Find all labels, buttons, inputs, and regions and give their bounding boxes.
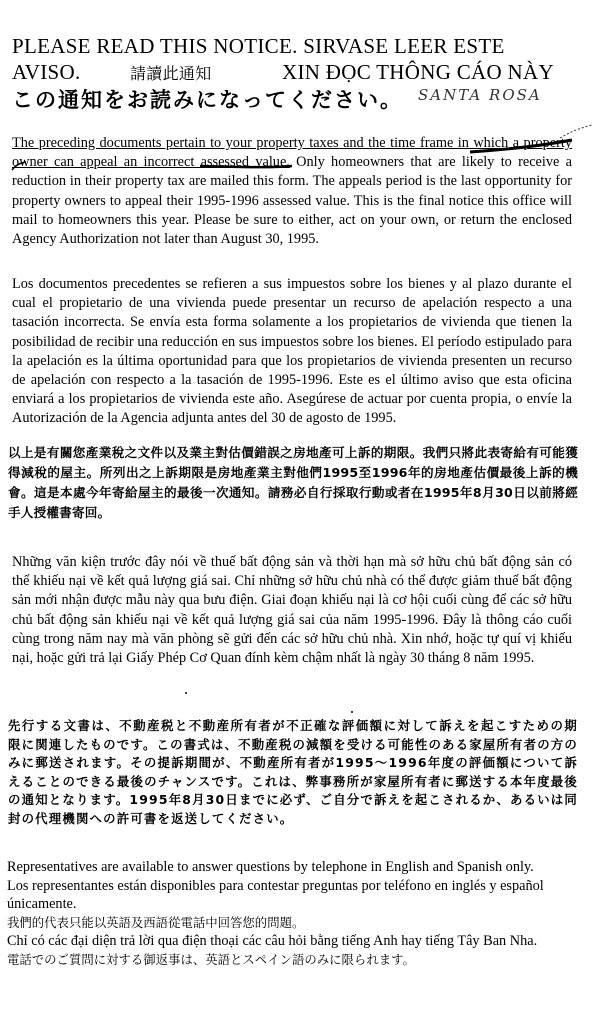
paragraph-japanese: 先行する文書は、不動産税と不動産所有者が不正確な評価額に対して訴えを起こすための期限に関連したものです。この書式は、不動産税の減額を受ける可能性のある家屋所有者の方のみに郵送されます。その提訴期間が、不動産所有者が1995～1996年度の評価額について訴えることのできる最後のチャンスです。これは、弊事務所が家屋所有者に郵送する本年度最後の通知となります。1995年8月30日までに必ず、ご自分で訴えを起こされるか、あるいは同封の代理機関への許可書を返送してください。 xyxy=(8,718,578,826)
header-japanese: この通知をお読みになってください。 xyxy=(12,88,403,112)
footer-english: Representatives are available to answer questions by telephone in English and Spanish only. xyxy=(7,859,534,875)
paragraph-english xyxy=(12,134,572,249)
handwritten-note: SANTA ROSA xyxy=(418,86,542,104)
footer-contact xyxy=(7,858,587,969)
paragraph-chinese: 以上是有關您產業稅之文件以及業主對估價錯誤之房地產可上訴的期限。我們只將此表寄給有可能獲得減稅的屋主。所列出之上訴期限是房地產業主對他們1995至1996年的房地產估價最後上訴的機會。這是本處今年寄給屋主的最後一次通知。請務必自行採取行動或者在1995年8月30日以前將經手人授權書寄回。 xyxy=(8,445,578,520)
header-aviso: AVISO. xyxy=(12,60,81,84)
paragraph-vietnamese: Những văn kiện trước đây nói về thuế bất động sản và thời hạn mà sở hữu chủ bất động sản có thể khiếu nại về kết quả lượng giá sai. Chỉ những sở hữu chủ nhà có thể được giảm thuế bất động sản mới nhận được mẫu này qua bưu điện. Giai đoạn khiếu nại là cơ hội cuối cùng để các sở hữu chủ bất động sản khiếu nại về kết quả lượng giá sai của năm 1995-1996. Đây là thông cáo cuối cùng trong năm nay mà văn phòng sẽ gửi đến các sở hữu chủ nhà. Xin nhớ, hoặc tự quí vị khiếu nại, hoặc gửi trả lại Giấy Phép Cơ Quan đính kèm chậm nhất là ngày 30 tháng 8 năm 1995. xyxy=(12,554,572,667)
footer-spanish: Los representantes están disponibles para contestar preguntas por teléfono en inglés y español únicamente. xyxy=(7,877,544,912)
paragraph-english-body: Only homeowners that are likely to receive a reduction in their property tax are mailed this form. The appeals period is the last opportunity for property owners to appeal their 1995-1996 assessed value. This is the final notice this office will mail to homeowners this year. Please be sure to either, act on your own, or return the enclosed Agency Authorization not later than August 30, 1995. xyxy=(12,154,572,248)
header-chinese: 請讀此通知 xyxy=(130,64,212,83)
footer-chinese: 我們的代表只能以英語及西語從電話中回答您的問題。 xyxy=(7,914,305,930)
stray-dot xyxy=(185,692,187,694)
footer-japanese: 電話でのご質問に対する御返事は、英語とスペイン語のみに限られます。 xyxy=(7,951,415,967)
stray-dot xyxy=(351,711,353,713)
underlined-text: The preceding documents pertain to your property taxes and the time frame in which a property owner can appeal an incorrect assessed value. xyxy=(12,135,572,171)
footer-vietnamese: Chỉ có các đại diện trả lời qua điện thoại các câu hỏi bằng tiếng Anh hay tiếng Tây Ban Nha. xyxy=(7,933,538,949)
header-vietnamese: XIN ĐỌC THÔNG CÁO NÀY xyxy=(282,60,554,84)
header-line-1: PLEASE READ THIS NOTICE. SIRVASE LEER ESTE xyxy=(12,34,505,58)
paragraph-spanish: Los documentos precedentes se refieren a sus impuestos sobre los bienes y al plazo durante el cual el propietario de una vivienda puede presentar un recurso de apelación respecto a una tasación incorrecta. Se envía esta forma solamente a los propietarios de vivienda que tienen la posibilidad de recibir una reducción en sus impuestos sobre los bienes. El período estipulado para la apelación es la última oportunidad para que los propietarios de vivienda presenten un recurso de apelación con respecto a la tasación de 1995-1996. Este es el último aviso que esta oficina enviará a los propietarios de vivienda este año. Asegúrese de actuar por cuenta propia, o envíe la Autorización de la Agencia adjunta antes del 30 de agosto de 1995. xyxy=(12,276,572,427)
